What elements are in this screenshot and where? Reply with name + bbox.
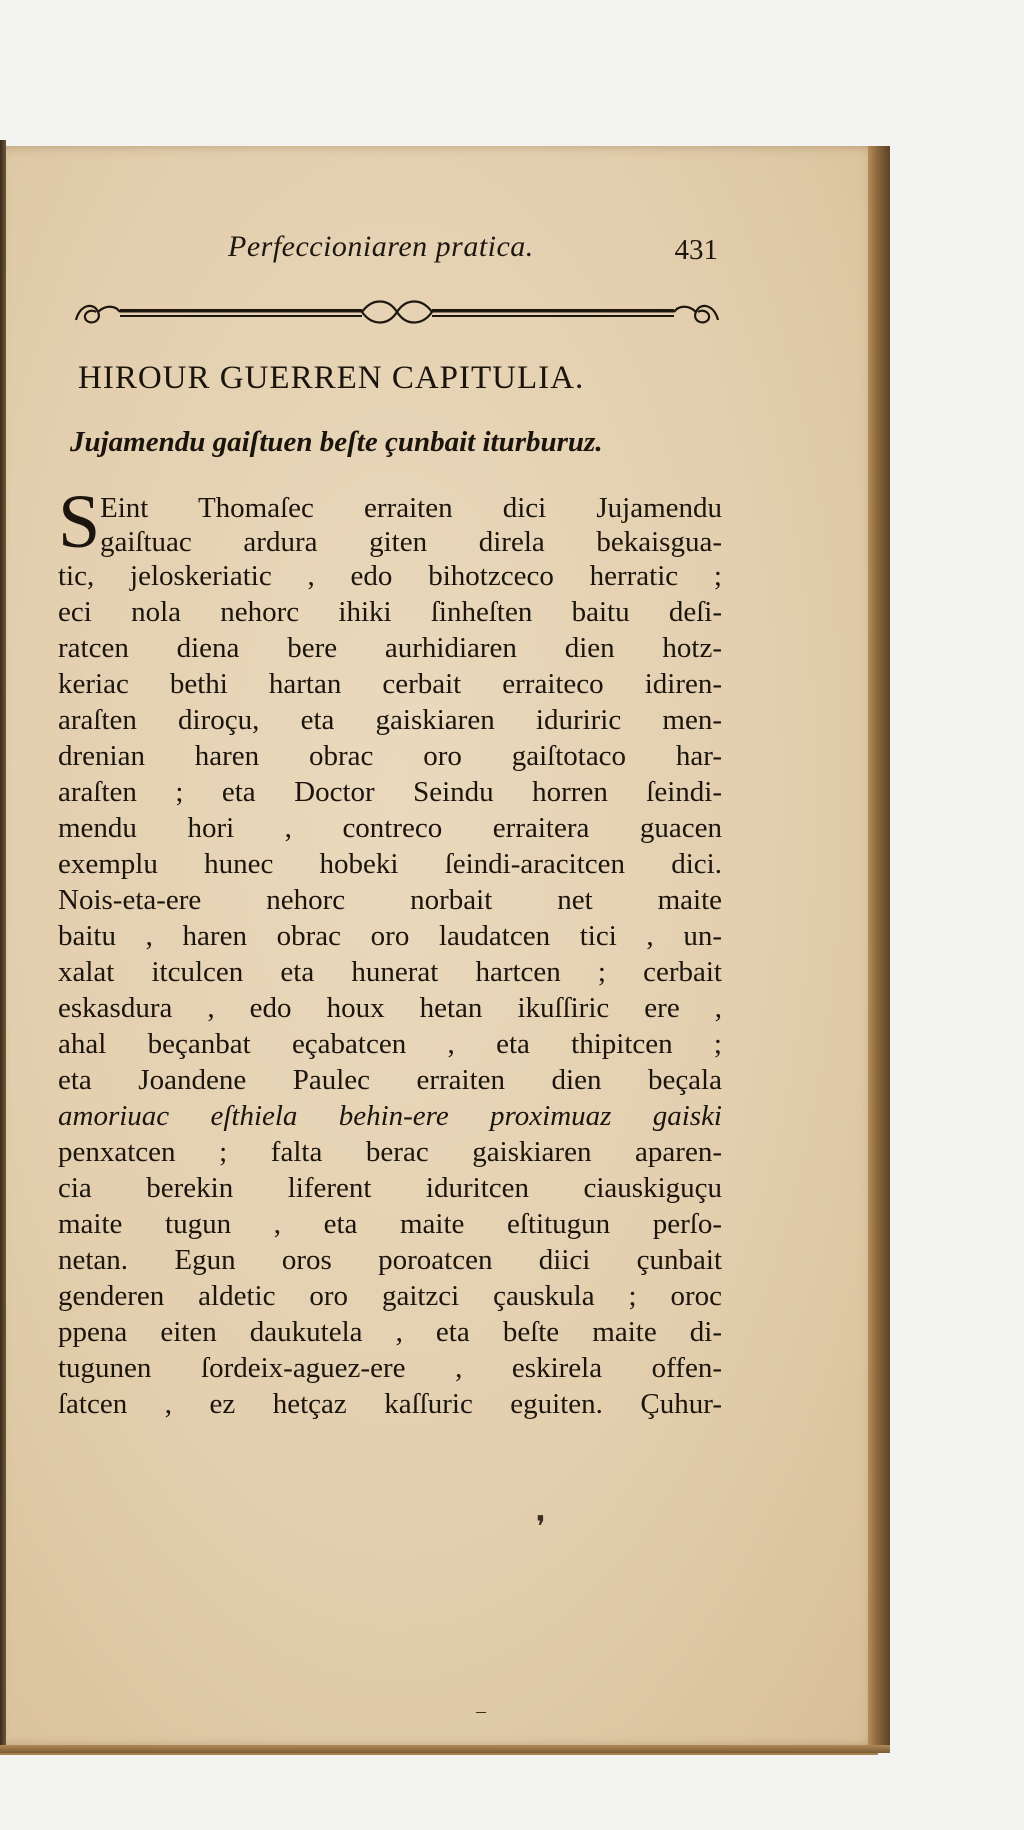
text-line: drenian haren obrac oro gaiſtotaco har- — [58, 740, 722, 772]
book-spine-edge — [0, 140, 6, 1750]
text-line: ahal beçanbat eçabatcen , eta thipitcen ; — [58, 1028, 722, 1060]
text-line: ratcen diena bere aurhidiaren dien hotz- — [58, 632, 722, 664]
text-line: keriac bethi hartan cerbait erraiteco idiren- — [58, 668, 722, 700]
text-line: araſten diroçu, eta gaiskiaren iduriric men- — [58, 704, 722, 736]
running-head — [228, 230, 718, 270]
page-fore-edge — [868, 146, 890, 1752]
running-head-title: Perfeccioniaren pratica. — [228, 230, 534, 263]
text-line: exemplu hunec hobeki ſeindi-aracitcen dici. — [58, 848, 722, 880]
ink-speck: ❜ — [536, 1511, 546, 1544]
text-line: genderen aldetic oro gaitzci çauskula ; oroc — [58, 1280, 722, 1312]
page-bottom-edge — [0, 1745, 890, 1753]
text-line: ſatcen , ez hetçaz kaſſuric eguiten. Çuhur- — [58, 1388, 722, 1420]
text-line: eskasdura , edo houx hetan ikuſſiric ere , — [58, 992, 722, 1024]
text-line: ppena eiten daukutela , eta beſte maite di- — [58, 1316, 722, 1348]
chapter-subtitle: Jujamendu gaiſtuen beſte çunbait iturburuz. — [70, 426, 603, 458]
text-line: tugunen ſordeix-aguez-ere , eskirela offen- — [58, 1352, 722, 1384]
page-number: 431 — [674, 234, 718, 266]
text-line: baitu , haren obrac oro laudatcen tici , un- — [58, 920, 722, 952]
text-line: cia berekin liferent iduritcen ciauskiguçu — [58, 1172, 722, 1204]
chapter-heading: HIROUR GUERREN CAPITULIA. — [78, 360, 585, 396]
text-line: araſten ; eta Doctor Seindu horren ſeindi- — [58, 776, 722, 808]
text-line: xalat itculcen eta hunerat hartcen ; cerbait — [58, 956, 722, 988]
ink-speck: – — [476, 1700, 486, 1722]
text-line: penxatcen ; falta berac gaiskiaren aparen- — [58, 1136, 722, 1168]
text-line: Eint Thomaſec erraiten dici Jujamendu — [100, 492, 722, 524]
text-line: mendu hori , contreco erraitera guacen — [58, 812, 722, 844]
text-line: gaiſtuac ardura giten direla bekaisgua- — [100, 526, 722, 558]
text-line-italic: amoriuac eſthiela behin-ere proximuaz gaiski — [58, 1100, 722, 1132]
text-line: Nois-eta-ere nehorc norbait net maite — [58, 884, 722, 916]
text-line: tic, jeloskeriatic , edo bihotzceco herratic ; — [58, 560, 722, 592]
text-line: eci nola nehorc ihiki ſinheſten baitu deſi- — [58, 596, 722, 628]
drop-cap: S — [58, 480, 101, 564]
decorative-rule-ornament — [72, 290, 722, 334]
text-line: maite tugun , eta maite eſtitugun perſo- — [58, 1208, 722, 1240]
text-line: netan. Egun oros poroatcen diici çunbait — [58, 1244, 722, 1276]
text-line: eta Joandene Paulec erraiten dien beçala — [58, 1064, 722, 1096]
